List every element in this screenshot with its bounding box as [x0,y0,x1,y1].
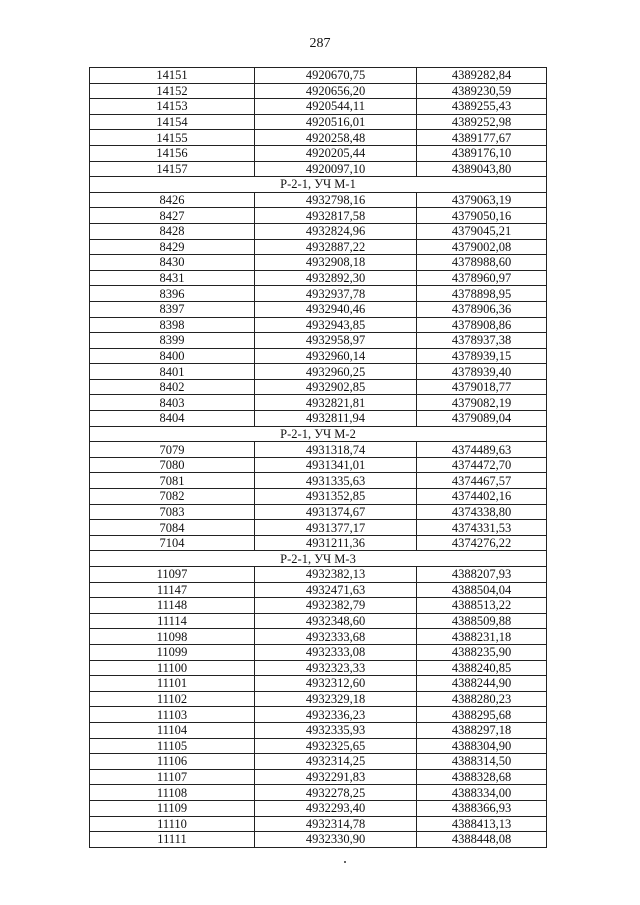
table-row [90,473,547,489]
table-row [90,613,547,629]
point-number-cell: 8430 [90,255,255,271]
y-coordinate-cell: 4374331,53 [417,520,547,536]
point-number-cell: 11109 [90,800,255,816]
y-coordinate-cell: 4374489,63 [417,442,547,458]
x-coordinate-cell: 4932471,63 [255,582,417,598]
coordinates-table [89,67,547,848]
point-number-cell: 8427 [90,208,255,224]
y-coordinate-cell: 4388366,93 [417,800,547,816]
x-coordinate-cell: 4932333,08 [255,644,417,660]
y-coordinate-cell: 4374472,70 [417,457,547,473]
table-row [90,442,547,458]
table-row [90,130,547,146]
x-coordinate-cell: 4920516,01 [255,114,417,130]
x-coordinate-cell: 4932798,16 [255,192,417,208]
section-title: Р-2-1, УЧ М-2 [90,426,547,442]
y-coordinate-cell: 4378988,60 [417,255,547,271]
table-row [90,707,547,723]
y-coordinate-cell: 4388314,50 [417,754,547,770]
x-coordinate-cell: 4932908,18 [255,255,417,271]
y-coordinate-cell: 4379063,19 [417,192,547,208]
x-coordinate-cell: 4931335,63 [255,473,417,489]
x-coordinate-cell: 4931318,74 [255,442,417,458]
table-row [90,395,547,411]
x-coordinate-cell: 4932330,90 [255,832,417,848]
y-coordinate-cell: 4388304,90 [417,738,547,754]
table-row [90,691,547,707]
point-number-cell: 11101 [90,676,255,692]
table-row [90,145,547,161]
y-coordinate-cell: 4378898,95 [417,286,547,302]
section-header-row [90,426,547,442]
y-coordinate-cell: 4388413,13 [417,816,547,832]
point-number-cell: 14154 [90,114,255,130]
point-number-cell: 8396 [90,286,255,302]
x-coordinate-cell: 4932336,23 [255,707,417,723]
x-coordinate-cell: 4932811,94 [255,411,417,427]
table-row [90,223,547,239]
point-number-cell: 14157 [90,161,255,177]
table-row [90,317,547,333]
point-number-cell: 8399 [90,333,255,349]
x-coordinate-cell: 4932329,18 [255,691,417,707]
point-number-cell: 11103 [90,707,255,723]
point-number-cell: 8404 [90,411,255,427]
x-coordinate-cell: 4932335,93 [255,722,417,738]
x-coordinate-cell: 4932323,33 [255,660,417,676]
point-number-cell: 11110 [90,816,255,832]
x-coordinate-cell: 4932940,46 [255,301,417,317]
x-coordinate-cell: 4920670,75 [255,68,417,84]
table-row [90,738,547,754]
table-row [90,489,547,505]
x-coordinate-cell: 4932382,79 [255,598,417,614]
table-row [90,754,547,770]
x-coordinate-cell: 4931377,17 [255,520,417,536]
table-row [90,785,547,801]
page-number: 287 [309,36,331,51]
table-row [90,411,547,427]
section-header-row [90,551,547,567]
y-coordinate-cell: 4374467,57 [417,473,547,489]
table-row [90,660,547,676]
x-coordinate-cell: 4920205,44 [255,145,417,161]
x-coordinate-cell: 4932348,60 [255,613,417,629]
table-row [90,348,547,364]
x-coordinate-cell: 4920258,48 [255,130,417,146]
y-coordinate-cell: 4379089,04 [417,411,547,427]
y-coordinate-cell: 4388334,00 [417,785,547,801]
y-coordinate-cell: 4374402,16 [417,489,547,505]
point-number-cell: 7084 [90,520,255,536]
point-number-cell: 14152 [90,83,255,99]
point-number-cell: 8402 [90,379,255,395]
y-coordinate-cell: 4388504,04 [417,582,547,598]
y-coordinate-cell: 4379002,08 [417,239,547,255]
x-coordinate-cell: 4931352,85 [255,489,417,505]
x-coordinate-cell: 4931211,36 [255,535,417,551]
x-coordinate-cell: 4920656,20 [255,83,417,99]
table-row [90,816,547,832]
section-header-row [90,177,547,193]
point-number-cell: 11099 [90,644,255,660]
point-number-cell: 8426 [90,192,255,208]
y-coordinate-cell: 4389255,43 [417,99,547,115]
x-coordinate-cell: 4932960,25 [255,364,417,380]
point-number-cell: 14153 [90,99,255,115]
x-coordinate-cell: 4932817,58 [255,208,417,224]
table-row [90,364,547,380]
y-coordinate-cell: 4379018,77 [417,379,547,395]
point-number-cell: 8429 [90,239,255,255]
x-coordinate-cell: 4920097,10 [255,161,417,177]
y-coordinate-cell: 4379045,21 [417,223,547,239]
x-coordinate-cell: 4932333,68 [255,629,417,645]
table-row [90,301,547,317]
table-row [90,722,547,738]
table-row [90,629,547,645]
table-row [90,208,547,224]
point-number-cell: 11098 [90,629,255,645]
point-number-cell: 11100 [90,660,255,676]
table-row [90,239,547,255]
point-number-cell: 14151 [90,68,255,84]
table-row [90,379,547,395]
point-number-cell: 8398 [90,317,255,333]
point-number-cell: 8401 [90,364,255,380]
y-coordinate-cell: 4379082,19 [417,395,547,411]
point-number-cell: 8397 [90,301,255,317]
y-coordinate-cell: 4388240,85 [417,660,547,676]
table-row [90,832,547,848]
x-coordinate-cell: 4932312,60 [255,676,417,692]
x-coordinate-cell: 4920544,11 [255,99,417,115]
x-coordinate-cell: 4932278,25 [255,785,417,801]
y-coordinate-cell: 4378939,15 [417,348,547,364]
table-row [90,644,547,660]
x-coordinate-cell: 4931374,67 [255,504,417,520]
y-coordinate-cell: 4389177,67 [417,130,547,146]
section-title: Р-2-1, УЧ М-3 [90,551,547,567]
table-row [90,457,547,473]
point-number-cell: 11147 [90,582,255,598]
point-number-cell: 7082 [90,489,255,505]
y-coordinate-cell: 4388235,90 [417,644,547,660]
table-row [90,83,547,99]
point-number-cell: 8403 [90,395,255,411]
table-row [90,535,547,551]
y-coordinate-cell: 4388328,68 [417,769,547,785]
y-coordinate-cell: 4388297,18 [417,722,547,738]
table-row [90,270,547,286]
point-number-cell: 8431 [90,270,255,286]
y-coordinate-cell: 4378908,86 [417,317,547,333]
x-coordinate-cell: 4932314,78 [255,816,417,832]
x-coordinate-cell: 4932382,13 [255,567,417,583]
table-row [90,286,547,302]
table-row [90,582,547,598]
x-coordinate-cell: 4932314,25 [255,754,417,770]
table-row [90,800,547,816]
section-title: Р-2-1, УЧ М-1 [90,177,547,193]
table-row [90,333,547,349]
table-row [90,192,547,208]
y-coordinate-cell: 4389230,59 [417,83,547,99]
y-coordinate-cell: 4374338,80 [417,504,547,520]
y-coordinate-cell: 4378906,36 [417,301,547,317]
x-coordinate-cell: 4932958,97 [255,333,417,349]
x-coordinate-cell: 4931341,01 [255,457,417,473]
y-coordinate-cell: 4389043,80 [417,161,547,177]
y-coordinate-cell: 4388513,22 [417,598,547,614]
y-coordinate-cell: 4389176,10 [417,145,547,161]
y-coordinate-cell: 4388244,90 [417,676,547,692]
x-coordinate-cell: 4932821,81 [255,395,417,411]
x-coordinate-cell: 4932943,85 [255,317,417,333]
y-coordinate-cell: 4374276,22 [417,535,547,551]
point-number-cell: 11104 [90,722,255,738]
coordinates-table-body [90,68,547,848]
point-number-cell: 11148 [90,598,255,614]
x-coordinate-cell: 4932937,78 [255,286,417,302]
y-coordinate-cell: 4378960,97 [417,270,547,286]
x-coordinate-cell: 4932892,30 [255,270,417,286]
point-number-cell: 11097 [90,567,255,583]
x-coordinate-cell: 4932325,65 [255,738,417,754]
point-number-cell: 7083 [90,504,255,520]
x-coordinate-cell: 4932960,14 [255,348,417,364]
y-coordinate-cell: 4388295,68 [417,707,547,723]
point-number-cell: 11102 [90,691,255,707]
point-number-cell: 11114 [90,613,255,629]
table-row [90,68,547,84]
table-row [90,676,547,692]
table-row [90,161,547,177]
point-number-cell: 11107 [90,769,255,785]
point-number-cell: 7104 [90,535,255,551]
y-coordinate-cell: 4388448,08 [417,832,547,848]
point-number-cell: 7079 [90,442,255,458]
point-number-cell: 7080 [90,457,255,473]
y-coordinate-cell: 4389252,98 [417,114,547,130]
point-number-cell: 11105 [90,738,255,754]
x-coordinate-cell: 4932293,40 [255,800,417,816]
y-coordinate-cell: 4388207,93 [417,567,547,583]
table-row [90,504,547,520]
point-number-cell: 8428 [90,223,255,239]
y-coordinate-cell: 4378937,38 [417,333,547,349]
y-coordinate-cell: 4388231,18 [417,629,547,645]
table-row [90,598,547,614]
page-mark [344,861,346,863]
y-coordinate-cell: 4389282,84 [417,68,547,84]
table-row [90,255,547,271]
point-number-cell: 8400 [90,348,255,364]
y-coordinate-cell: 4379050,16 [417,208,547,224]
x-coordinate-cell: 4932824,96 [255,223,417,239]
y-coordinate-cell: 4388280,23 [417,691,547,707]
point-number-cell: 11106 [90,754,255,770]
x-coordinate-cell: 4932291,83 [255,769,417,785]
point-number-cell: 14156 [90,145,255,161]
table-row [90,520,547,536]
x-coordinate-cell: 4932902,85 [255,379,417,395]
point-number-cell: 11111 [90,832,255,848]
table-row [90,567,547,583]
y-coordinate-cell: 4388509,88 [417,613,547,629]
x-coordinate-cell: 4932887,22 [255,239,417,255]
table-row [90,114,547,130]
point-number-cell: 11108 [90,785,255,801]
point-number-cell: 14155 [90,130,255,146]
table-row [90,769,547,785]
point-number-cell: 7081 [90,473,255,489]
y-coordinate-cell: 4378939,40 [417,364,547,380]
table-row [90,99,547,115]
